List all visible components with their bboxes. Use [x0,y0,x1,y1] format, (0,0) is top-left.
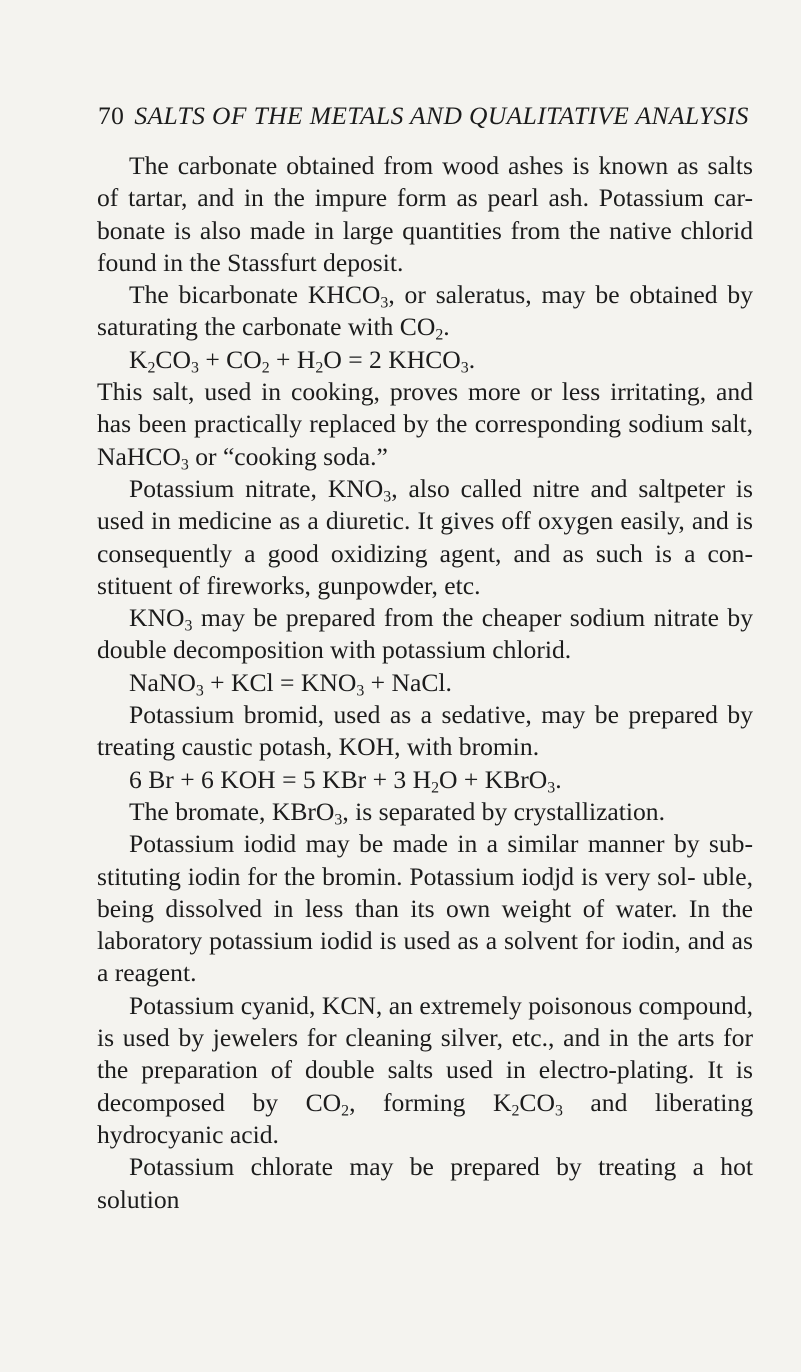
running-title: SALTS OF THE METALS AND QUALITATIVE ANALYSIS [134,101,749,130]
paragraph: Potassium nitrate, $KNO_3$, also called nitre and saltpeter is used in medicine as a diuretic. It gives off oxygen easily, and is consequently a good oxidizing agent, and as such is a con- stituent of fireworks, gunpowder, etc. [97,473,753,600]
running-header [98,101,749,131]
paragraph: Potassium bromid, used as a sedative, may be prepared by treating caustic potash, KOH, with bromin. [97,700,753,762]
chemical-equation: $K_2CO_3 + CO_2 + H_2O = 2$ $KHCO_3$. [129,344,476,377]
paragraph: This salt, used in cooking, proves more or less irritating, and has been practically replaced by the corresponding sodium salt, NaHCO$_3$ or “cooking soda.” [97,377,753,474]
paragraph: Potassium chlorate may be prepared by treating a hot solution [97,1152,753,1214]
paragraph: The carbonate obtained from wood ashes is known as salts of tartar, and in the impure form as pearl ash. Potassium car- bonate is also made in large quantities from the native chlorid found in the Stassfurt deposit. [97,151,753,277]
body-text [97,150,753,1216]
chemical-equation: 6 Br + 6 KOH = 5 KBr + 3 $H_2O$ + KBrO$_3$. [129,764,562,797]
paragraph: The bromate, KBrO$_3$, is separated by crystallization. [129,796,666,829]
page-number: 70 [98,101,125,130]
paragraph: The bicarbonate $KHCO_3$, or saleratus, may be obtained by saturating the carbonate with $CO_2$. [97,280,753,344]
chemical-equation: NaNO$_3$ + KCl = $KNO_3$ + NaCl. [129,667,452,700]
paragraph: Potassium cyanid, KCN, an extremely poisonous compound, is used by jewelers for cleaning silver, etc., and in the arts for the preparation of double salts used in electro-plating. It is decomposed by $CO_2$, forming $K_2CO_3$ and liberating hydrocyanic acid. [97,990,753,1149]
paragraph: Potassium iodid may be made in a similar manner by sub- stituting iodin for the bromin. Potassium iodjd is very sol- uble, being dissolved in less than its own weight of water. In the laboratory potassium iodid is used as a solvent for iodin, and as a reagent. [97,829,753,988]
paragraph: $KNO_3$ may be prepared from the cheaper sodium nitrate by double decomposition with potassium chlorid. [97,603,753,665]
